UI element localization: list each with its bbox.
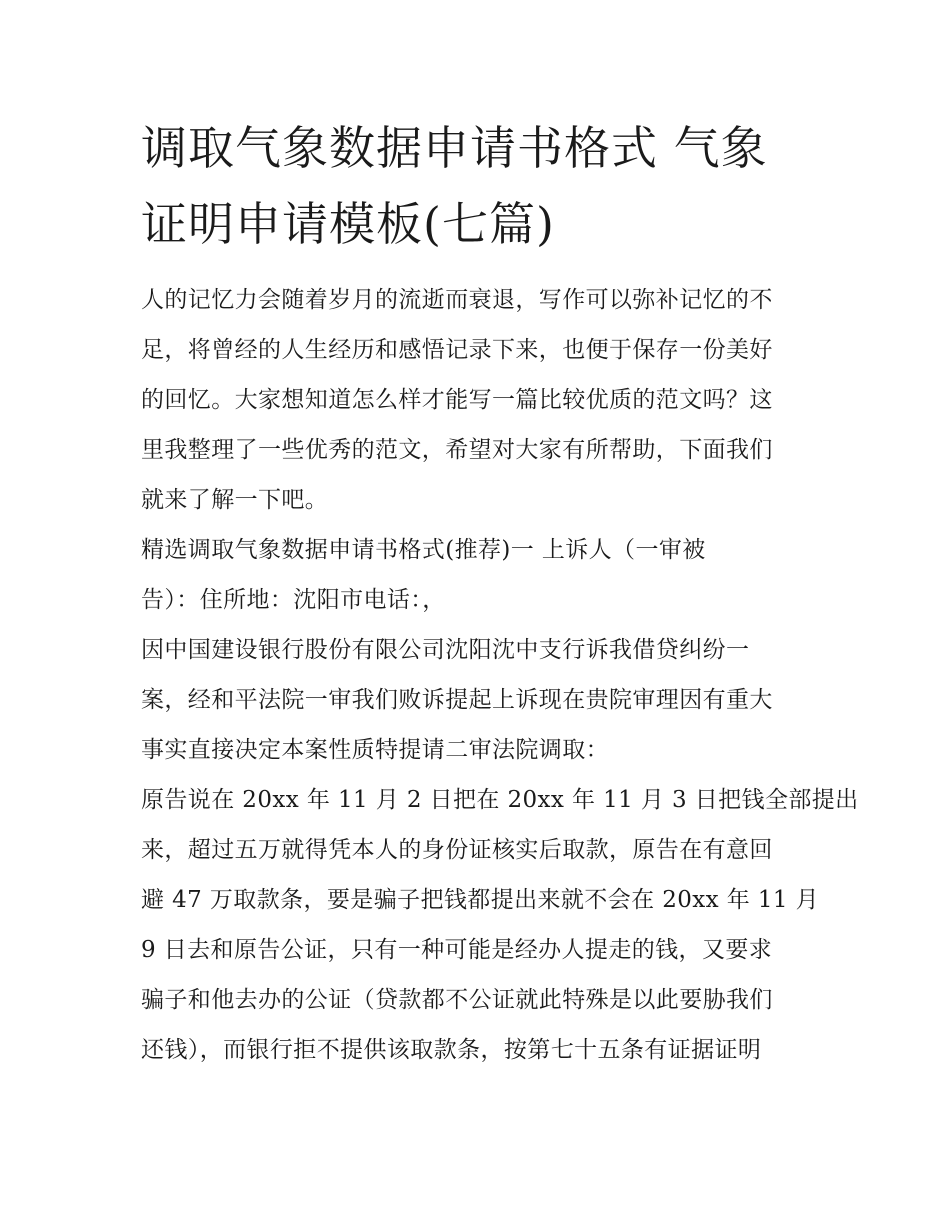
body-line: 就来了解一下吧。 [141,487,329,513]
body-line: 事实直接决定本案性质特提请二审法院调取： [141,737,609,763]
document-title [141,110,821,262]
body-line: 因中国建设银行股份有限公司沈阳沈中支行诉我借贷纠纷一 [141,637,750,663]
body-line: 骗子和他去办的公证（贷款都不公证就此特殊是以此要胁我们 [141,987,773,1013]
body-line: 告）：住所地：沈阳市电话：， [141,587,446,613]
title-line: 证明申请模板(七篇) [141,197,555,251]
body-line: 9 日去和原告公证，只有一种可能是经办人提走的钱，又要求 [141,937,773,963]
body-line: 里我整理了一些优秀的范文，希望对大家有所帮助，下面我们 [141,437,773,463]
title-line: 调取气象数据申请书格式 气象 [141,121,768,175]
body-line: 案，经和平法院一审我们败诉提起上诉现在贵院审理因有重大 [141,687,773,713]
body-line: 精选调取气象数据申请书格式(推荐)一 上诉人（一审被 [141,537,706,563]
body-line: 足，将曾经的人生经历和感悟记录下来，也便于保存一份美好 [141,337,773,363]
body-line: 原告说在 20xx 年 11 月 2 日把在 20xx 年 11 月 3 日把钱全部提出 [141,787,859,813]
body-line: 还钱），而银行拒不提供该取款条，按第七十五条有证据证明 [141,1037,762,1063]
document-body [141,275,859,1075]
body-line: 的回忆。大家想知道怎么样才能写一篇比较优质的范文吗？这 [141,387,773,413]
body-line: 来，超过五万就得凭本人的身份证核实后取款，原告在有意回 [141,837,773,863]
body-line: 避 47 万取款条，要是骗子把钱都提出来就不会在 20xx 年 11 月 [141,887,820,913]
body-line: 人的记忆力会随着岁月的流逝而衰退，写作可以弥补记忆的不 [141,287,773,313]
